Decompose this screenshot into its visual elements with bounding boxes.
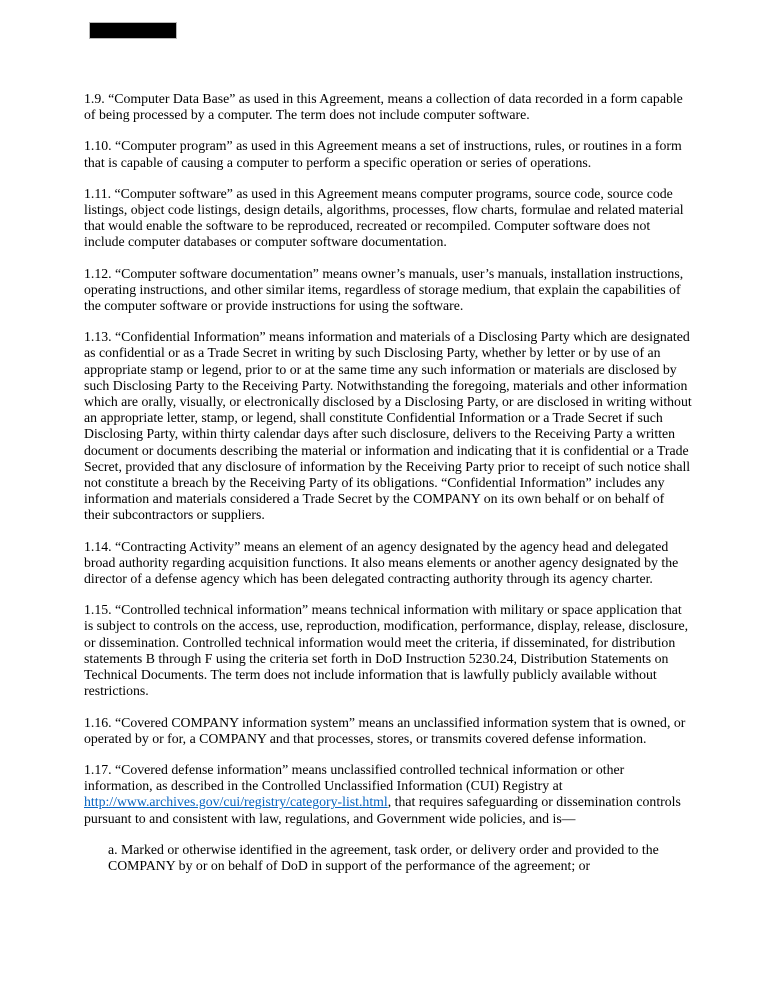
- cui-registry-link[interactable]: http://www.archives.gov/cui/registry/category-list.html: [84, 794, 388, 810]
- paragraph-1-17: [84, 762, 692, 827]
- sub-paragraph-a: a. Marked or otherwise identified in the agreement, task order, or delivery order and provided to the COMPANY by or on behalf of DoD in support of the performance of the agreement; or: [108, 841, 659, 873]
- redaction-bar: [89, 22, 177, 39]
- paragraph-1-14: 1.14. “Contracting Activity” means an element of an agency designated by the agency head and delegated broad authority regarding acquisition functions. It also means elements or another agency designated by the director of a defense agency which has been delegated contracting authority through its agency charter.: [84, 538, 679, 587]
- paragraph-1-16: 1.16. “Covered COMPANY information system” means an unclassified information system that is owned, or operated by or for, a COMPANY and that processes, stores, or transmits covered defense information.: [84, 714, 686, 746]
- document-body: [84, 91, 692, 874]
- paragraph-1-17-text-before-link: 1.17. “Covered defense information” means unclassified controlled technical information or other information, as described in the Controlled Unclassified Information (CUI) Registry at: [84, 761, 625, 794]
- paragraph-1-10: 1.10. “Computer program” as used in this Agreement means a set of instructions, rules, or routines in a form that is capable of causing a computer to perform a specific operation or series of operations.: [84, 138, 682, 170]
- paragraph-1-12: 1.12. “Computer software documentation” means owner’s manuals, user’s manuals, installation instructions, operating instructions, and other similar items, regardless of storage medium, that explain the capabilities of the computer software or provide instructions for using the software.: [84, 265, 684, 314]
- paragraph-1-11: 1.11. “Computer software” as used in this Agreement means computer programs, source code, source code listings, object code listings, design details, algorithms, processes, flow charts, formulae and related material that would enable the software to be reproduced, recreated or recompiled. Computer software does not include computer databases or computer software documentation.: [84, 185, 684, 250]
- paragraph-1-9: 1.9. “Computer Data Base” as used in this Agreement, means a collection of data recorded in a form capable of being processed by a computer. The term does not include computer software.: [84, 91, 683, 123]
- paragraph-1-15: 1.15. “Controlled technical information” means technical information with military or space application that is subject to controls on the access, use, reproduction, modification, performance, display, release, disclosure, or dissemination. Controlled technical information would meet the criteria, if disseminated, for distribution statements B through F using the criteria set forth in DoD Instruction 5230.24, Distribution Statements on Technical Documents. The term does not include information that is lawfully publicly available without restrictions.: [84, 602, 689, 699]
- paragraph-1-17-text-after-link: , that requires safeguarding or dissemination controls pursuant to and consistent with law, regulations, and Government wide policies, and is—: [84, 794, 681, 826]
- paragraph-1-13: 1.13. “Confidential Information” means information and materials of a Disclosing Party which are designated as confidential or as a Trade Secret in writing by such Disclosing Party, whether by letter or by use of an appropriate stamp or legend, prior to or at the same time any such information or materials are disclosed by such Disclosing Party to the Receiving Party. Notwithstanding the foregoing, materials and other information which are orally, visually, or electronically disclosed by a Disclosing Party, or are disclosed in writing without an appropriate letter, stamp, or legend, shall constitute Confidential Information or a Trade Secret if such Disclosing Party, within thirty calendar days after such disclosure, delivers to the Receiving Party a written document or documents describing the material or information and indicating that it is confidential or a Trade Secret, provided that any disclosure of information by the Receiving Party prior to receipt of such notice shall not constitute a breach by the Receiving Party of its obligations. “Confidential Information” includes any information and materials considered a Trade Secret by the COMPANY on its own behalf or on behalf of their subcontractors or suppliers.: [84, 329, 692, 523]
